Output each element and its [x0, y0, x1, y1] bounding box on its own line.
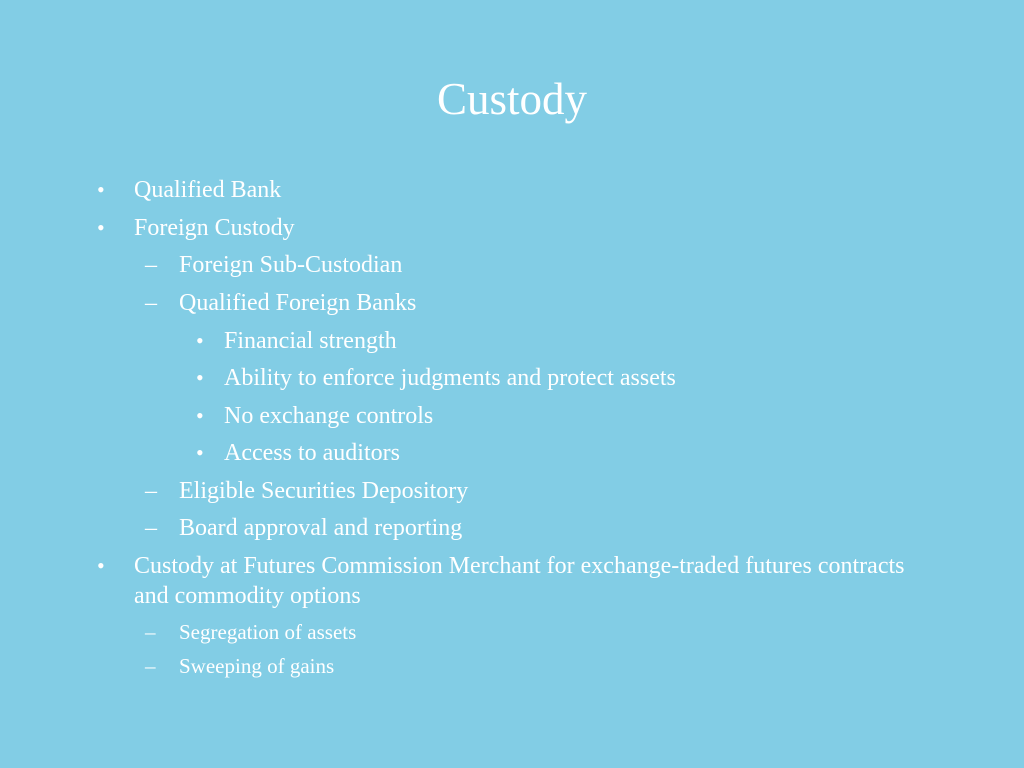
- sub-item: [145, 476, 469, 506]
- sub-sub-item-text: Financial strength: [224, 328, 397, 354]
- bullet-text: Foreign Custody: [134, 215, 295, 241]
- sub-item: [145, 288, 417, 318]
- sub-item-text: Qualified Foreign Banks: [179, 290, 417, 316]
- bullet-item: [97, 175, 282, 205]
- sub-sub-item: [196, 438, 400, 468]
- bullet-marker: •: [196, 403, 204, 428]
- bullet-marker: •: [196, 440, 204, 465]
- bullet-item: [97, 551, 934, 611]
- sub-item: [145, 653, 335, 679]
- bullet-marker: •: [97, 215, 105, 240]
- dash-marker: –: [145, 620, 156, 644]
- sub-item: [145, 250, 403, 280]
- bullet-marker: •: [196, 365, 204, 390]
- dash-marker: –: [145, 515, 157, 541]
- sub-item: [145, 513, 463, 543]
- bullet-text: Qualified Bank: [134, 177, 282, 203]
- sub-item-text: Sweeping of gains: [179, 654, 335, 678]
- bullet-item: [97, 213, 295, 243]
- dash-marker: –: [145, 654, 156, 678]
- sub-item-text: Segregation of assets: [179, 620, 357, 644]
- dash-marker: –: [145, 290, 157, 316]
- sub-sub-item-text: No exchange controls: [224, 403, 434, 429]
- sub-sub-item-text: Access to auditors: [224, 440, 400, 466]
- sub-item-text: Foreign Sub-Custodian: [179, 252, 403, 278]
- sub-sub-item-text: Ability to enforce judgments and protect assets: [224, 365, 676, 391]
- dash-marker: –: [145, 478, 157, 504]
- sub-sub-item: [196, 363, 676, 393]
- slide-title: Custody: [436, 74, 588, 124]
- sub-item: [145, 619, 357, 645]
- bullet-marker: •: [97, 553, 105, 578]
- sub-item-text: Eligible Securities Depository: [179, 478, 469, 504]
- bullet-marker: •: [196, 328, 204, 353]
- sub-sub-item: [196, 326, 397, 356]
- sub-item-text: Board approval and reporting: [179, 515, 463, 541]
- dash-marker: –: [145, 252, 157, 278]
- bullet-text: Custody at Futures Commission Merchant for exchange-traded futures contracts and commodity options: [134, 553, 905, 609]
- sub-sub-item: [196, 401, 434, 431]
- bullet-marker: •: [97, 177, 105, 202]
